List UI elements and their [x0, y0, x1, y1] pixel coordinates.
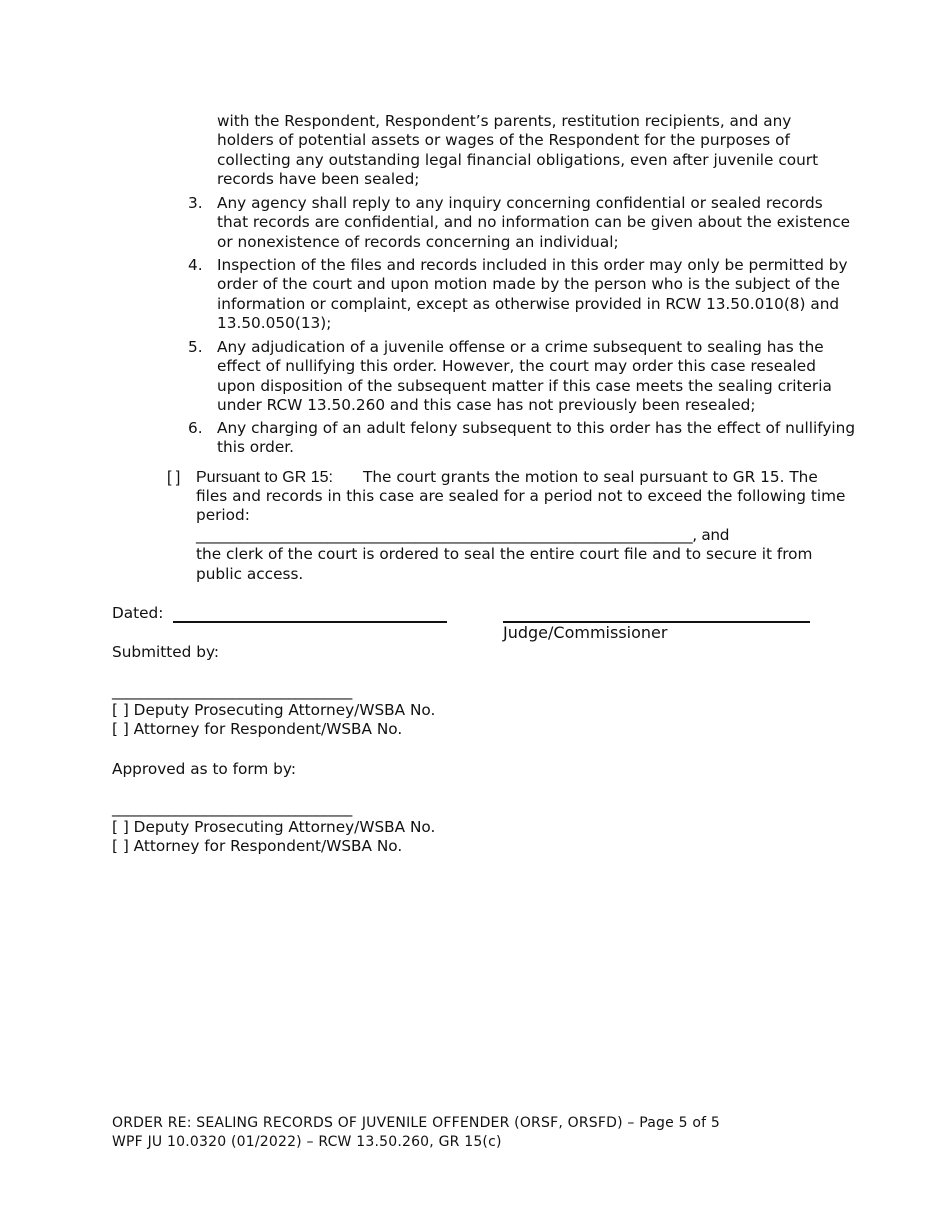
text-line: effect of nullifying this order. However, the court may order this case resealed [217, 357, 816, 376]
deputy-prosecutor-option[interactable]: [ ] Deputy Prosecuting Attorney/WSBA No. [112, 701, 436, 719]
gr15-body [196, 487, 845, 584]
dated-signature-line[interactable] [173, 621, 447, 623]
item-3-number: 3. [188, 194, 203, 212]
gr15-heading: Pursuant to GR 15: [196, 469, 333, 486]
text-line: holders of potential assets or wages of the Respondent for the purposes of [217, 131, 790, 150]
respondent-attorney-option[interactable]: [ ] Attorney for Respondent/WSBA No. [112, 720, 403, 739]
submitted-options [112, 701, 435, 740]
judge-commissioner-label: Judge/Commissioner [503, 623, 668, 642]
item-2-continuation [217, 112, 818, 190]
text-line: records have been sealed; [217, 170, 420, 189]
submitted-by-section [112, 643, 219, 662]
item-4-text [217, 256, 848, 334]
text-line: files and records in this case are sealed for a period not to exceed the following time [196, 487, 846, 505]
text-line: upon disposition of the subsequent matter if this case meets the sealing criteria [217, 376, 832, 395]
text-line: public access. [196, 564, 304, 583]
text-line: Any adjudication of a juvenile offense or a crime subsequent to sealing has the [217, 338, 824, 356]
gr15-checkbox[interactable]: [ ] [167, 469, 181, 486]
text-line: the clerk of the court is ordered to seal the entire court file and to secure it from [196, 545, 813, 564]
gr15-line-1: The court grants the motion to seal pursuant to GR 15. The [363, 468, 818, 486]
approved-options [112, 818, 435, 857]
text-line: this order. [217, 438, 295, 457]
text-line: order of the court and upon motion made by the person who is the subject of the [217, 275, 840, 294]
text-line: information or complaint, except as otherwise provided in RCW 13.50.010(8) and [217, 294, 840, 313]
text-line: Inspection of the files and records included in this order may only be permitted by [217, 256, 848, 274]
text-line: period: [196, 506, 250, 525]
page-footer [112, 1114, 720, 1152]
submitted-by-label: Submitted by: [112, 643, 220, 661]
footer-form-title: ORDER RE: SEALING RECORDS OF JUVENILE OFFENDER (ORSF, ORSFD) – Page 5 of 5 [112, 1115, 721, 1131]
text-line: Any charging of an adult felony subsequent to this order has the effect of nullifying [217, 419, 856, 437]
item-5-text [217, 338, 832, 416]
text-line: Any agency shall reply to any inquiry concerning confidential or sealed records [217, 194, 823, 212]
deputy-prosecutor-option[interactable]: [ ] Deputy Prosecuting Attorney/WSBA No. [112, 818, 436, 836]
footer-form-number: WPF JU 10.0320 (01/2022) – RCW 13.50.260, GR 15(c) [112, 1134, 502, 1150]
text-line: 13.50.050(13); [217, 314, 332, 333]
item-6-number: 6. [188, 419, 203, 437]
item-4-number: 4. [188, 256, 203, 274]
submitted-signature-blank[interactable]: __________________________________ [112, 682, 352, 700]
period-blank-line[interactable]: ____________________________________________________________________, and [196, 525, 730, 544]
item-6-text [217, 419, 855, 458]
item-3-text [217, 194, 850, 252]
approved-signature-blank[interactable]: __________________________________ [112, 799, 352, 817]
dated-label: Dated: [112, 604, 164, 622]
item-5-number: 5. [188, 338, 203, 356]
text-line: under RCW 13.50.260 and this case has not previously been resealed; [217, 396, 756, 415]
respondent-attorney-option[interactable]: [ ] Attorney for Respondent/WSBA No. [112, 837, 403, 856]
approved-as-to-form-label: Approved as to form by: [112, 760, 296, 778]
text-line: that records are confidential, and no information can be given about the existence [217, 213, 851, 232]
text-line: with the Respondent, Respondent’s parents, restitution recipients, and any [217, 112, 792, 130]
text-line: or nonexistence of records concerning an individual; [217, 232, 619, 251]
text-line: collecting any outstanding legal financial obligations, even after juvenile court [217, 150, 819, 169]
